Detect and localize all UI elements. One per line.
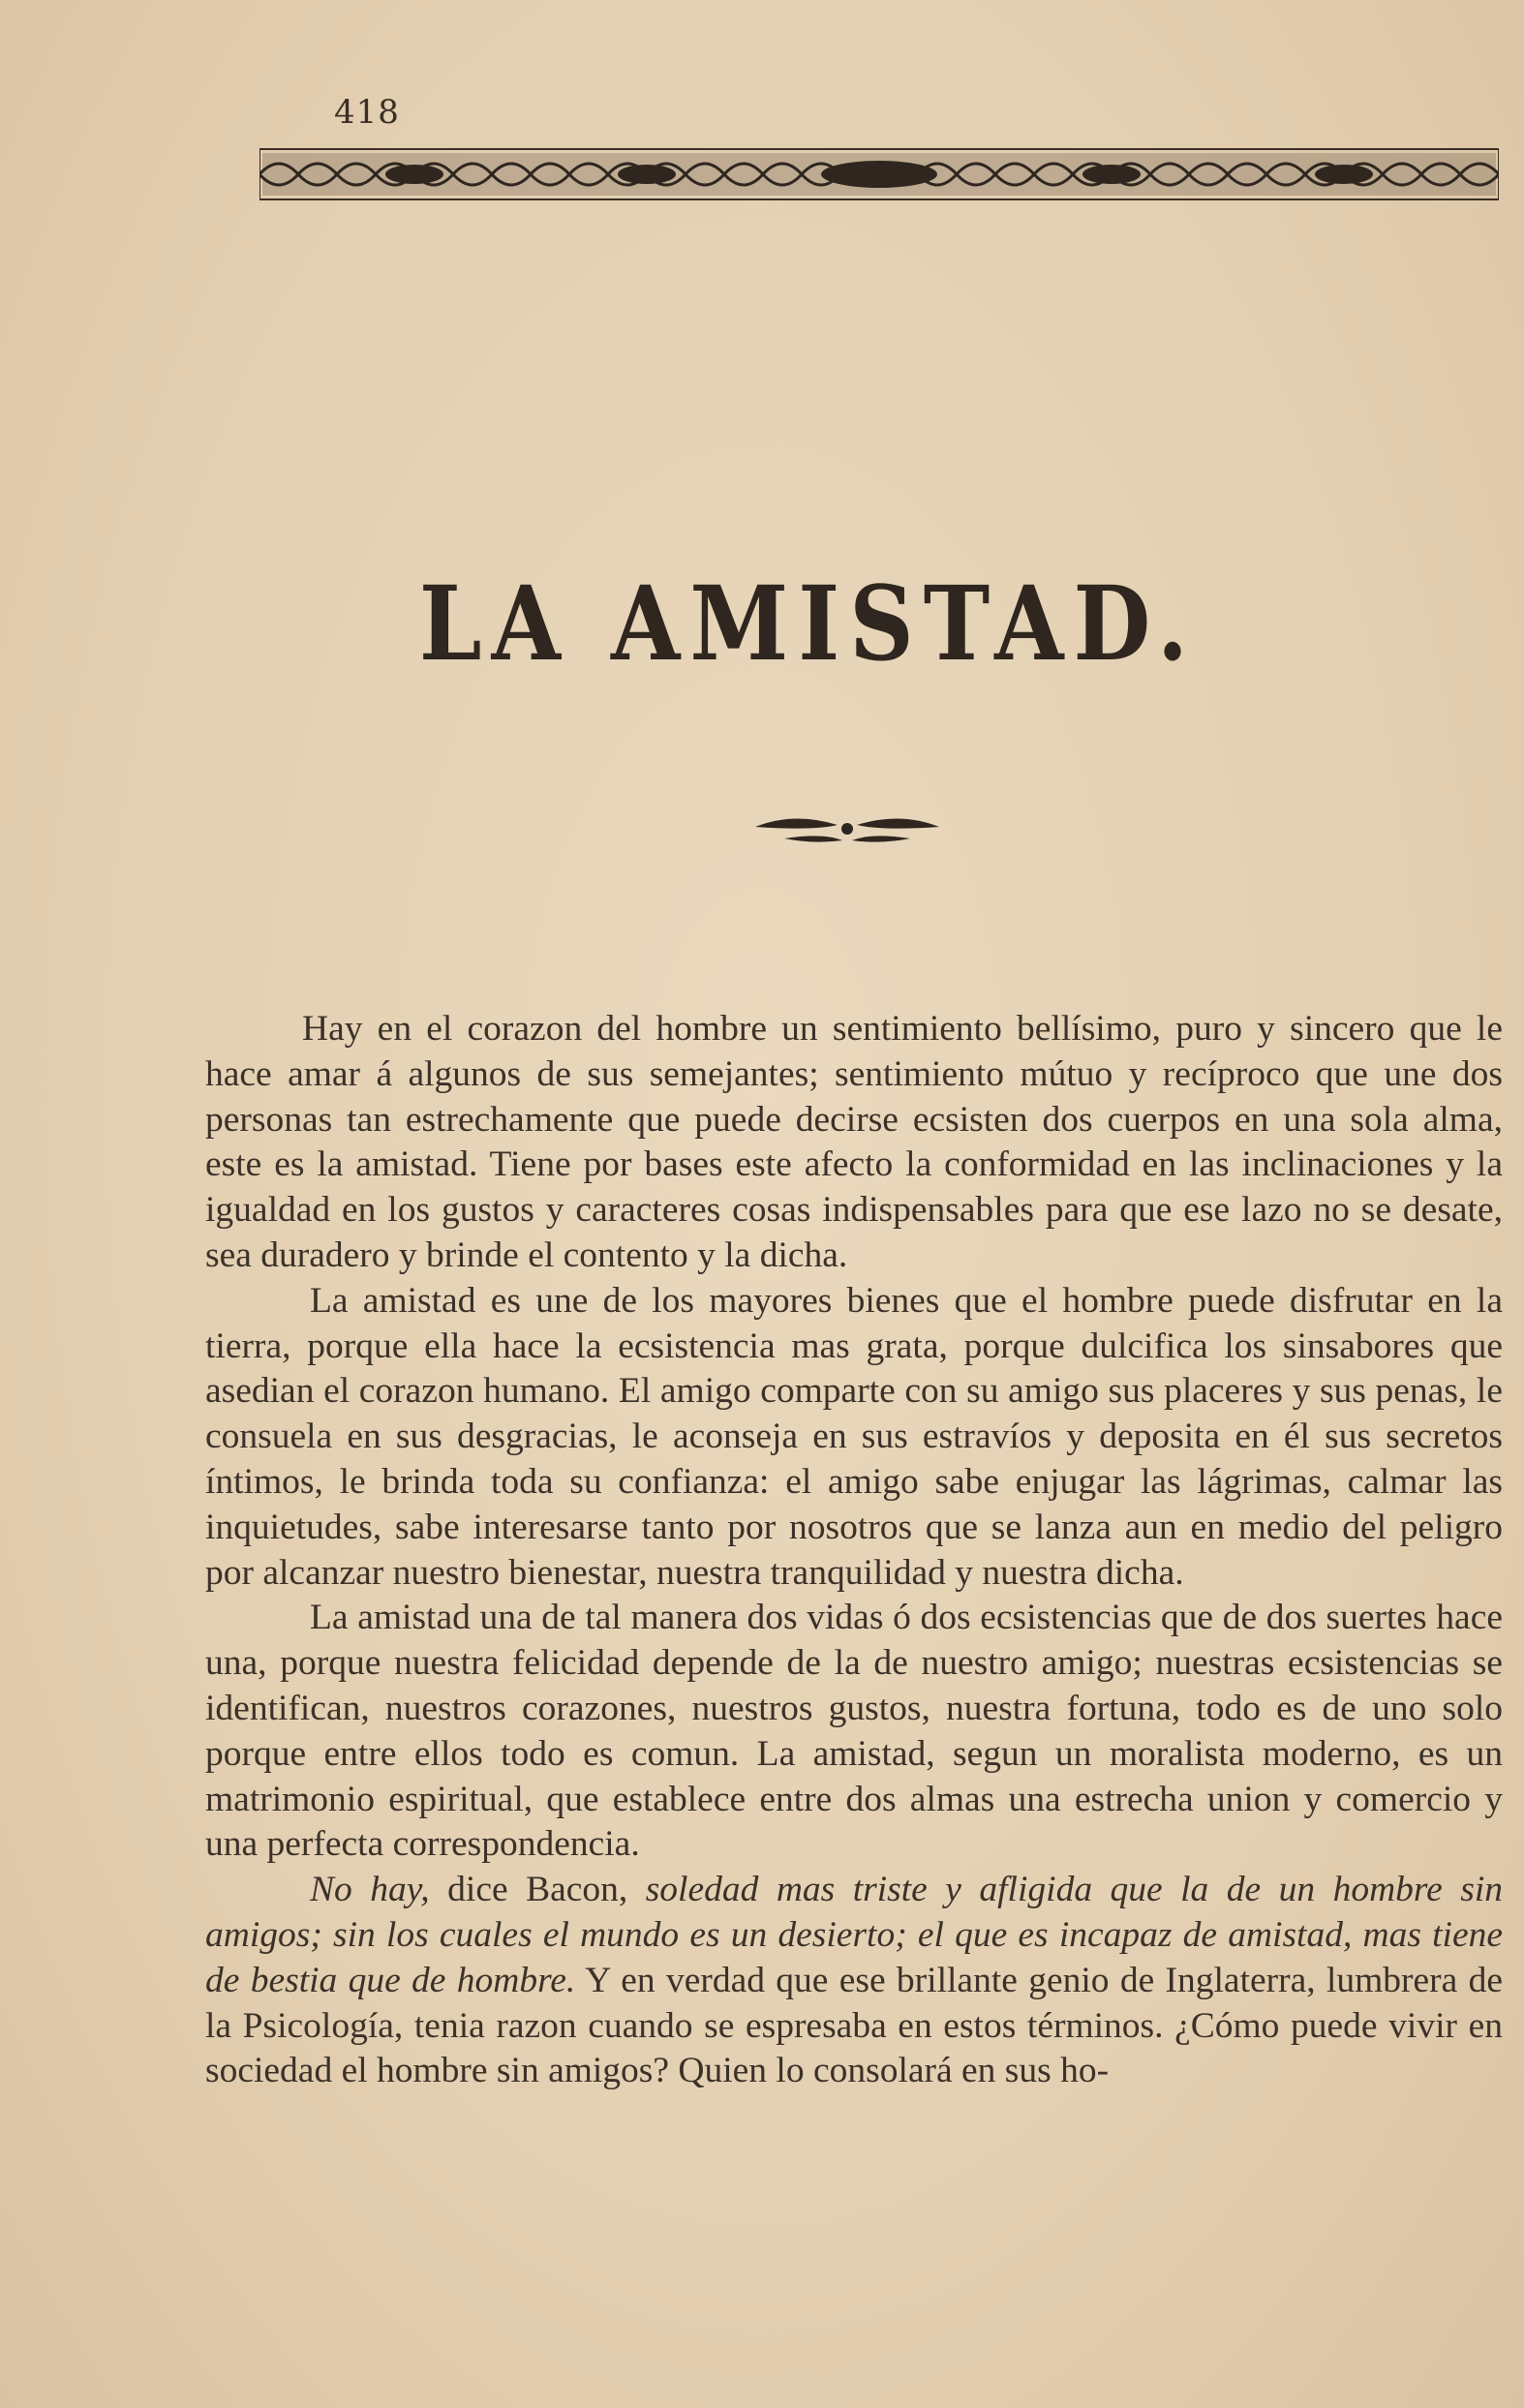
paragraph-4 bbox=[205, 1868, 1503, 2094]
article-title: LA AMISTAD. bbox=[418, 563, 1199, 685]
bacon-quote: soledad mas triste y afligida que la de un hombre sin amigos; sin los cuales el mundo es un desierto; el que es incapaz de amistad, mas tiene de bestia que de hombre. bbox=[205, 1870, 1503, 2000]
paragraph-1: Hay en el corazon del hombre un sentimiento bellísimo, puro y sincero que le hace amar á algunos de sus semejantes; sentimiento mútuo y recíproco que une dos personas tan estrechamente que puede decirse ecsisten dos cuerpos en una sola alma, este es la amistad. Tiene por bases este afecto la conformidad en las inclinaciones y la igualdad en los gustos y caracteres cosas indispensables para que ese lazo no se desate, sea duradero y brinde el contento y la dicha. bbox=[205, 1009, 1503, 1275]
ornamental-divider bbox=[746, 806, 949, 854]
page-number: 418 bbox=[334, 93, 400, 132]
attribution: dice Bacon, bbox=[429, 1870, 646, 1910]
italic-lead: No hay, bbox=[310, 1870, 430, 1910]
article-body bbox=[205, 1007, 1503, 2094]
paragraph-3: La amistad una de tal manera dos vidas ó dos ecsistencias que de dos suertes hace una, porque nuestra felicidad depende de la de nuestro amigo; nuestras ecsistencias se identifican, nuestros corazones, nuestros gustos, nuestra fortuna, todo es de uno solo porque entre ellos todo es comun. La amistad, segun un moralista moderno, es un matrimonio espiritual, que establece entre dos almas una estrecha union y comercio y una perfecta correspondencia. bbox=[205, 1598, 1503, 1865]
ornamental-header-border bbox=[259, 145, 1499, 203]
paragraph-4-rest: Y en verdad que ese brillante genio de Inglaterra, lumbrera de la Psicología, tenia razon cuando se espresaba en estos términos. ¿Cómo puede vivir en sociedad el hombre sin amigos? Quien lo consolará en sus ho- bbox=[205, 1960, 1503, 2091]
paragraph-2: La amistad es une de los mayores bienes que el hombre puede disfrutar en la tierra, porque ella hace la ecsistencia mas grata, porque dulcifica los sinsabores que asedian el corazon humano. El amigo comparte con su amigo sus placeres y sus penas, le consuela en sus desgracias, le aconseja en sus estravíos y deposita en él sus secretos íntimos, le brinda toda su confianza: el amigo sabe enjugar las lágrimas, calmar las inquietudes, sabe interesarse tanto por nosotros que se lanza aun en medio del peligro por alcanzar nuestro bienestar, nuestra tranquilidad y nuestra dicha. bbox=[205, 1280, 1503, 1593]
